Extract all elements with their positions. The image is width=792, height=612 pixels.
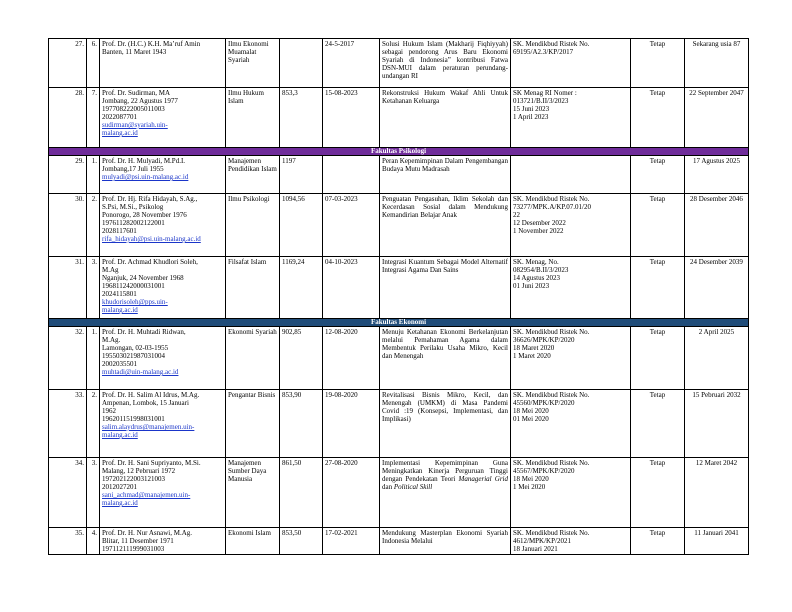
retire-cell: 17 Agustus 2025 [685,156,749,194]
date-cell [323,156,380,194]
field-cell: Ekonomi Syariah [226,327,280,390]
text-line: 2024115801 [102,290,137,298]
text-line: 2022087701 [102,113,137,121]
sk-cell [511,257,631,319]
sk-cell [511,156,631,194]
text-line: 197202122003121003 [102,475,165,483]
row-number: 32. [49,327,87,390]
status-cell: Tetap [631,528,685,555]
text-line: SK. Mendikbud Ristek No. [513,195,590,203]
status-cell: Tetap [631,257,685,319]
table-row [49,528,749,555]
text-line: SK Menag RI Nomer : [513,89,577,97]
title-text: Implementasi Kepemimpinan Guna Meningkatkan Kinerja Perguruan Tinggi dengan Pendekatan Teori [382,459,508,483]
retire-cell: 24 Desember 2039 [685,257,749,319]
name-cell [100,194,226,257]
sub-number: 2. [87,390,100,458]
field-cell: Manajemen Sumber Daya Manusia [226,458,280,528]
sk-cell [511,88,631,148]
date-cell: 12-08-2020 [323,327,380,390]
text-line: 18 Januari 2021 [513,545,558,553]
text-line: 45567/MPK/KP/2020 [513,467,575,475]
table-row [49,257,749,319]
text-line: 197708222005011003 [102,105,165,113]
table-row [49,39,749,88]
text-line: Banten, 11 Maret 1943 [102,48,167,56]
score-cell: 853,3 [280,88,323,148]
row-number: 27. [49,39,87,88]
text-line: 18 Maret 2020 [513,344,555,352]
name-cell [100,458,226,528]
text-line: 14 Agustus 2023 [513,274,561,282]
table-row [49,327,749,390]
retire-cell: 12 Maret 2042 [685,458,749,528]
name-cell [100,39,226,88]
retire-cell: 15 Pebruari 2032 [685,390,749,458]
text-line: Ponorogo, 28 November 1976 [102,211,187,219]
email-link[interactable]: salim.alaydrus@manajemen.uin- [102,423,195,431]
text-line: 15 Juni 2023 [513,105,550,113]
text-line: 4612/MPK/KP/2021 [513,537,571,545]
text-line: SK. Mendikbud Ristek No. [513,391,590,399]
field-cell: Ilmu Psikologi [226,194,280,257]
text-line: 195503021987031004 [102,352,165,360]
text-line: 197112111999031003 [102,545,165,553]
text-line: Prof. Dr. Hj. Rifa Hidayah, S.Ag., [102,195,198,203]
text-line: Jombang, 22 Agustus 1977 [102,97,178,105]
text-line: 01 Juni 2023 [513,282,550,290]
text-line: Prof. Dr. Sudirman, MA [102,89,171,97]
status-cell: Tetap [631,327,685,390]
email-link[interactable]: malang.ac.id [102,129,138,137]
sub-number: 1. [87,156,100,194]
sk-cell [511,390,631,458]
text-line: Prof. Dr. H. Mulyadi, M.Pd.I. [102,157,186,165]
retire-cell: 28 Desember 2046 [685,194,749,257]
sub-number: 4. [87,528,100,555]
date-cell: 19-08-2020 [323,390,380,458]
text-line: Prof. Dr. H. Sani Supriyanto, M.Si. [102,459,201,467]
retire-cell: 22 September 2047 [685,88,749,148]
status-cell: Tetap [631,194,685,257]
section-header-row [49,319,749,327]
retire-cell: 2 April 2025 [685,327,749,390]
date-cell: 17-02-2021 [323,528,380,555]
row-number: 34. [49,458,87,528]
text-line: Prof. Dr. H. Muhtadi Ridwan, [102,328,186,336]
date-cell: 04-10-2023 [323,257,380,319]
date-cell: 07-03-2023 [323,194,380,257]
text-line: 36626/MPK/KP/2020 [513,336,575,344]
row-number: 28. [49,88,87,148]
table-row [49,194,749,257]
title-cell: Rekonstruksi Hukum Wakaf Ahli Untuk Ketahanan Keluarga [380,88,511,148]
field-cell: Ilmu Hukum Islam [226,88,280,148]
text-line: 1 April 2023 [513,113,549,121]
sub-number: 7. [87,88,100,148]
row-number: 31. [49,257,87,319]
score-cell: 1169,24 [280,257,323,319]
text-line: SK. Mendikbud Ristek No. [513,328,590,336]
text-line: 196811242000031001 [102,282,165,290]
table-row [49,156,749,194]
title-cell: Mendukung Masterplan Ekonomi Syariah Indonesia Melalui [380,528,511,555]
text-line: SK. Mendikbud Ristek No. 69195/A2.3/KP/2017 [513,40,590,56]
status-cell: Tetap [631,39,685,88]
text-line: 2028117601 [102,227,137,235]
text-line: 082954/B.II/3/2023 [513,266,569,274]
sk-cell [511,194,631,257]
text-line: Prof. Dr. H. Nur Asnawi, M.Ag. [102,529,193,537]
text-line: 196201151998031001 [102,415,165,423]
score-cell: 861,50 [280,458,323,528]
row-number: 33. [49,390,87,458]
text-line: 1962 [102,407,116,415]
text-line: Nganjuk, 24 November 1968 [102,274,184,282]
text-line: Ampenan, Lombok, 15 Januari [102,399,189,407]
text-line: Prof. Dr. (H.C.) K.H. Ma’ruf Amin [102,40,201,48]
sub-number: 2. [87,194,100,257]
score-cell: 853,90 [280,390,323,458]
text-line: 01 Mei 2020 [513,415,549,423]
sk-cell [511,528,631,555]
section-header-row [49,148,749,156]
text-line: SK. Menag, No. [513,258,559,266]
sub-number: 3. [87,458,100,528]
text-line: 22 [513,211,520,219]
text-line: 2002035501 [102,360,137,368]
sk-cell [511,327,631,390]
text-line: 18 Mei 2020 [513,475,549,483]
date-cell: 27-08-2020 [323,458,380,528]
sub-number: 1. [87,327,100,390]
email-link[interactable]: khudorisoleh@pps.uin- [102,298,168,306]
text-line: SK. Mendikbud Ristek No. [513,529,590,537]
italic-term: Political Skill [393,483,433,491]
text-line: 1 Maret 2020 [513,352,551,360]
row-number: 29. [49,156,87,194]
row-number: 30. [49,194,87,257]
text-line: 45560/MPK/KP/2020 [513,399,575,407]
text-line: 2012027201 [102,483,137,491]
status-cell: Tetap [631,88,685,148]
email-link[interactable]: malang.ac.id [102,306,138,314]
title-cell: Revitalisasi Bisnis Mikro, Kecil, dan Menengah (UMKM) di Masa Pandemi Covid :19 (Konsepsi, Implementasi, dan Implikasi) [380,390,511,458]
text-line: 18 Mei 2020 [513,407,549,415]
professor-table [48,38,749,555]
email-link[interactable]: sani_achmad@manajemen.uin- [102,491,191,499]
status-cell: Tetap [631,458,685,528]
row-number: 35. [49,528,87,555]
table-row [49,390,749,458]
field-cell: Ekonomi Islam [226,528,280,555]
title-cell: Solusi Hukum Islam (Makharij Fiqhiyyah) sebagai pendorong Arus Baru Ekonomi Syariah di Indonesia” kontribusi Fatwa DSN-MUI dalam peraturan perundang-undangan RI [380,39,511,88]
text-line: 197611282002122001 [102,219,165,227]
name-cell [100,390,226,458]
email-link[interactable]: rifa_hidayah@psi.uin-malang.ac.id [102,235,201,243]
email-link[interactable]: malang.ac.id [102,499,138,507]
section-title: Fakultas Ekonomi [49,319,749,327]
text-line: 73277/MPK.A/KP.07.01/20 [513,203,591,211]
text-line: Prof. Dr. H. Salim Al Idrus, M.Ag. [102,391,200,399]
sk-cell [511,39,631,88]
title-text: dan [382,483,393,491]
sub-number: 3. [87,257,100,319]
text-line: S.Psi, M.Si., Psikolog [102,203,164,211]
text-line: SK. Mendikbud Ristek No. [513,459,590,467]
text-line: Lamongan, 02-03-1955 [102,344,169,352]
score-cell [280,39,323,88]
score-cell: 853,50 [280,528,323,555]
name-cell [100,156,226,194]
text-line: 12 Desember 2022 [513,219,566,227]
document-sheet [48,38,748,555]
title-cell: Menuju Ketahanan Ekonomi Berkelanjutan melalui Pemahaman Agama dalam Membentuk Perilaku Usaha Mikro, Kecil dan Menengah [380,327,511,390]
email-link[interactable]: malang.ac.id [102,431,138,439]
text-line: M.Ag [102,266,119,274]
title-cell: Penguatan Pengasuhan, Iklim Sekolah dan Kecerdasan Sosial dalam Mendukung Kemandirian Belajar Anak [380,194,511,257]
text-line: 013721/B.II/3/2023 [513,97,569,105]
retire-cell: Sekarang usia 87 [685,39,749,88]
sub-number: 6. [87,39,100,88]
text-line: Jombang,17 Juli 1955 [102,165,164,173]
name-cell [100,257,226,319]
score-cell: 902,85 [280,327,323,390]
field-cell: Ilmu Ekonomi Muamalat Syariah [226,39,280,88]
title-cell [380,458,511,528]
date-cell: 24-5-2017 [323,39,380,88]
date-cell: 15-08-2023 [323,88,380,148]
retire-cell: 11 Januari 2041 [685,528,749,555]
text-line: Blitar, 11 Desember 1971 [102,537,174,545]
status-cell: Tetap [631,390,685,458]
field-cell: Pengantar Bisnis [226,390,280,458]
name-cell [100,528,226,555]
email-link[interactable]: sudirman@syariah.uin- [102,121,168,129]
text-line: 1 November 2022 [513,227,564,235]
name-cell [100,327,226,390]
table-body [49,39,749,555]
table-row [49,88,749,148]
score-cell: 1197 [280,156,323,194]
text-line: Malang, 12 Pebruari 1972 [102,467,176,475]
email-link[interactable]: muhtadi@uin-malang.ac.id [102,368,179,376]
title-cell: Integrasi Kuantum Sebagai Model Alternatif Integrasi Agama Dan Sains [380,257,511,319]
score-cell: 1094,56 [280,194,323,257]
text-line: Prof. Dr. Achmad Khudlori Soleh, [102,258,198,266]
status-cell: Tetap [631,156,685,194]
italic-term: Managerial Grid [458,475,508,483]
name-cell [100,88,226,148]
text-line: M.Ag. [102,336,121,344]
section-title: Fakultas Psikologi [49,148,749,156]
field-cell: Manajemen Pendidikan Islam [226,156,280,194]
sk-cell [511,458,631,528]
email-link[interactable]: mulyadi@psi.uin-malang.ac.id [102,173,189,181]
field-cell: Filsafat Islam [226,257,280,319]
table-row [49,458,749,528]
title-cell: Peran Kepemimpinan Dalam Pengembangan Budaya Mutu Madrasah [380,156,511,194]
text-line: 1 Mei 2020 [513,483,546,491]
